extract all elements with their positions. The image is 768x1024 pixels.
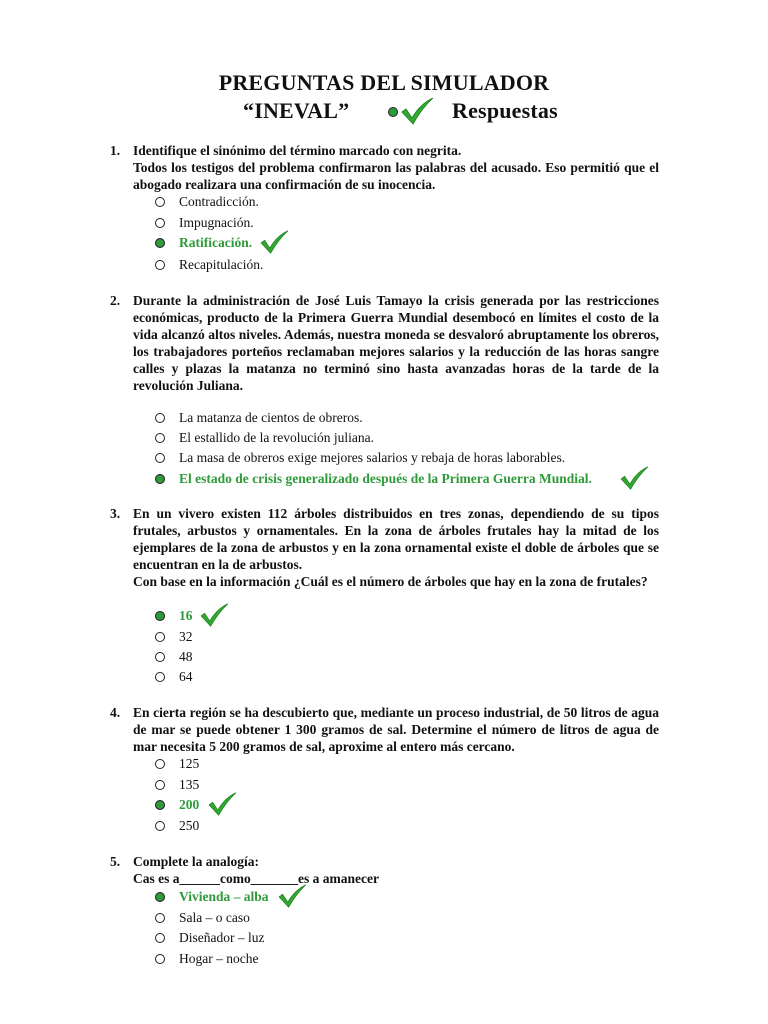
radio-empty-icon: [155, 933, 165, 943]
option-label: Hogar – noche: [179, 951, 259, 966]
radio-empty-icon: [155, 672, 165, 682]
radio-empty-icon: [155, 759, 165, 769]
option-label: 48: [179, 649, 193, 664]
option-label: 250: [179, 818, 200, 833]
legend-bullet-icon: [388, 107, 398, 117]
check-icon: [199, 602, 231, 628]
option-label: Sala – o caso: [179, 910, 250, 925]
question-text: [133, 292, 659, 394]
radio-empty-icon: [155, 913, 165, 923]
question-paragraph: Identifique el sinónimo del término marcado con negrita.: [133, 143, 462, 158]
radio-empty-icon: [155, 821, 165, 831]
question-text: [133, 704, 659, 755]
radio-filled-icon: [155, 892, 165, 902]
brand-title: “INEVAL”: [243, 98, 350, 123]
option-label: 125: [179, 756, 200, 771]
option-label: La matanza de cientos de obreros.: [179, 410, 363, 425]
option-label: 16: [179, 608, 193, 623]
option-label: El estallido de la revolución juliana.: [179, 430, 374, 445]
legend-check-icon: [400, 96, 436, 126]
radio-filled-icon: [155, 474, 165, 484]
option-label: El estado de crisis generalizado después de la Primera Guerra Mundial.: [179, 471, 592, 486]
radio-empty-icon: [155, 954, 165, 964]
question-number: 5.: [110, 854, 121, 869]
question-paragraph: Todos los testigos del problema confirmaron las palabras del acusado. Eso permitió que el abogado realizara una confirmación de su inocencia.: [133, 160, 659, 192]
question-paragraph: En cierta región se ha descubierto que, mediante un proceso industrial, de 50 litros de agua de mar se puede obtener 1 300 gramos de sal. Determine el número de litros de agua de mar necesita 5 200 gramos de sal, aproxime al entero más cercano.: [133, 705, 659, 754]
option-label: Recapitulación.: [179, 257, 264, 272]
question-number: 4.: [110, 705, 121, 720]
option-label: Contradicción.: [179, 194, 259, 209]
question-paragraph: En un vivero existen 112 árboles distribuidos en tres zonas, dependiendo de su tipos frutales, arbustos y ornamentales. En la zona de árboles frutales hay la mitad de los ejemplares de la zona de arbustos y en la zona ornamental existe el doble de árboles que se encuentran en la de arbustos.: [133, 506, 659, 572]
option-label: Vivienda – alba: [179, 889, 269, 904]
question-text: [133, 505, 659, 590]
radio-empty-icon: [155, 453, 165, 463]
option-label: La masa de obreros exige mejores salarios y rebaja de horas laborables.: [179, 450, 566, 465]
page-title: PREGUNTAS DEL SIMULADOR: [218, 70, 550, 95]
question-number: 1.: [110, 143, 121, 158]
option-label: 135: [179, 777, 200, 792]
question-text: [133, 142, 659, 193]
question-paragraph: Con base en la información ¿Cuál es el número de árboles que hay en la zona de frutales?: [133, 574, 648, 589]
question-paragraph: Complete la analogía:: [133, 854, 259, 869]
check-icon: [277, 883, 309, 909]
radio-filled-icon: [155, 611, 165, 621]
radio-empty-icon: [155, 260, 165, 270]
check-icon: [259, 229, 291, 255]
option-label: Impugnación.: [179, 215, 254, 230]
question-paragraph: Cas es a______como_______es a amanecer: [133, 871, 379, 886]
check-icon: [207, 791, 239, 817]
option-label: 64: [179, 669, 193, 684]
radio-empty-icon: [155, 197, 165, 207]
option-label: Ratificación.: [179, 235, 253, 250]
radio-empty-icon: [155, 780, 165, 790]
radio-empty-icon: [155, 218, 165, 228]
option-label: Diseñador – luz: [179, 930, 265, 945]
question-paragraph: Durante la administración de José Luis Tamayo la crisis generada por las restricciones económicas, producto de la Primera Guerra Mundial desembocó en límites el costo de la vida alcanzó altos niveles. Además, nuestra moneda se desvaloró abruptamente los obreros, los trabajadores porteños reclamaban mejores salarios y la reducción de las horas sangre calles y plazas la matanza no terminó sino hasta avanzadas horas de la tarde de la revolución Juliana.: [133, 293, 659, 393]
question-text: [133, 853, 659, 887]
radio-filled-icon: [155, 800, 165, 810]
radio-empty-icon: [155, 652, 165, 662]
option-label: 200: [179, 797, 200, 812]
radio-empty-icon: [155, 413, 165, 423]
radio-filled-icon: [155, 238, 165, 248]
check-icon: [619, 465, 651, 491]
question-number: 3.: [110, 506, 121, 521]
option-label: 32: [179, 629, 193, 644]
answers-label: Respuestas: [452, 98, 558, 123]
question-number: 2.: [110, 293, 121, 308]
radio-empty-icon: [155, 433, 165, 443]
radio-empty-icon: [155, 632, 165, 642]
